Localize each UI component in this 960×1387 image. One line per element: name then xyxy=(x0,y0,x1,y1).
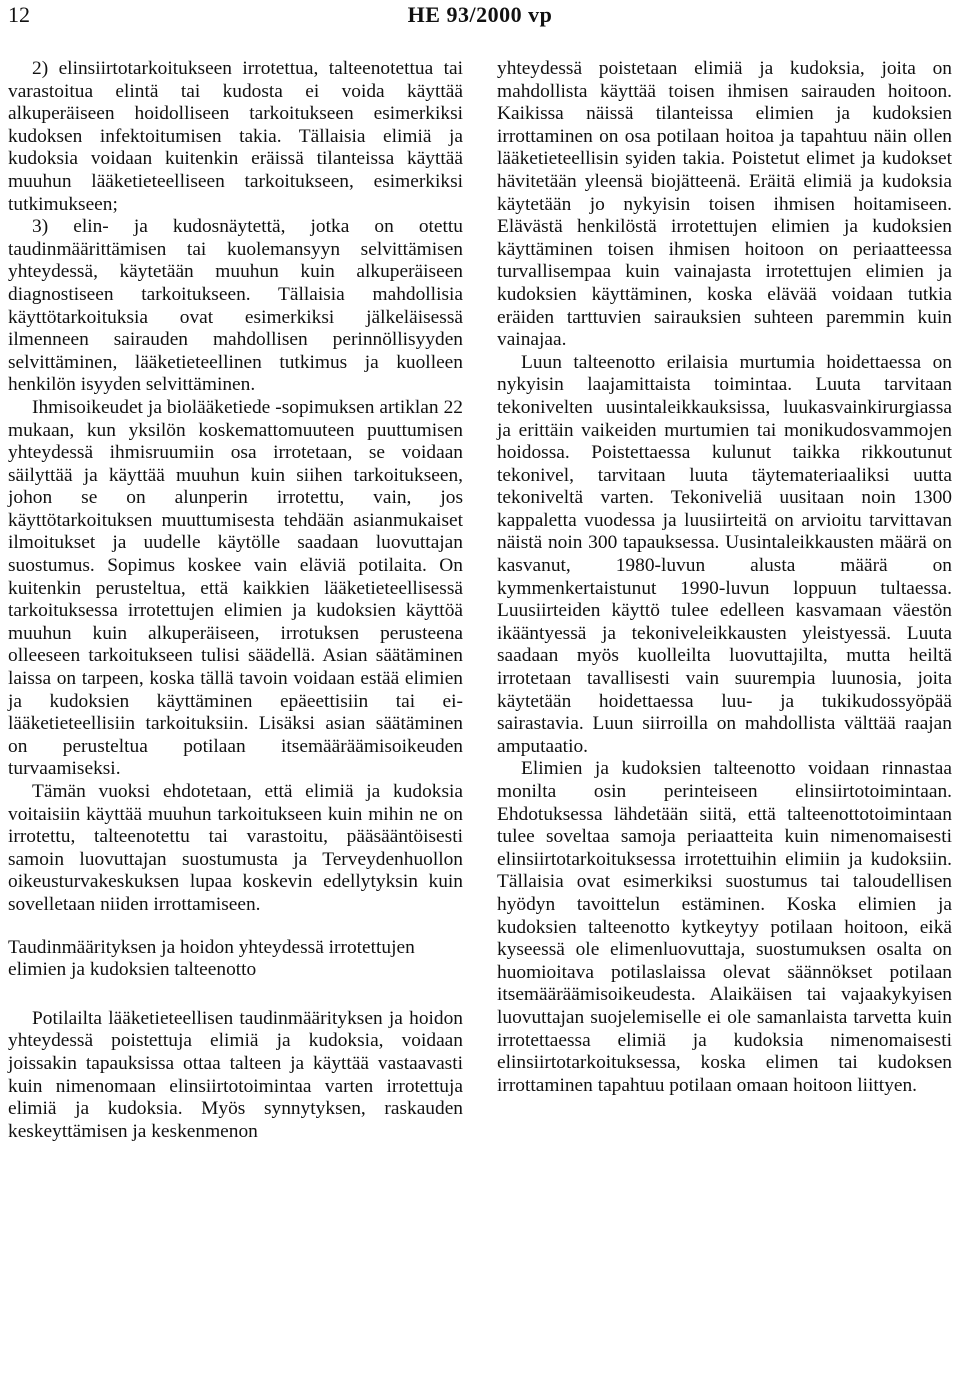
left-column xyxy=(8,58,463,1143)
paragraph-continued: yhteydessä poistetaan elimiä ja kudoksia, joita on mahdollista käyttää toisen ihmisen sairauden hoitoon. Kaikissa näissä tilanteissa elimien ja kudoksien irrottaminen on osa potilaan hoitoa ja tapahtuu näin ollen lääketieteellisin syiden takia. Poistetut elimet ja kudokset hävitetään yleensä biojätteenä. Eräitä elimiä ja kudoksia käytetään jo nykyisin toisen ihmisen hoitamiseen. Elävästä henkilöstä irrotettujen elimien ja kudoksien käyttäminen toisen ihmisen hoitoon on periaatteessa turvallisempaa kuin vainajasta irrotettujen elimien ja kudoksien käyttäminen, koska elävää voidaan tutkia eräiden tarttuvien sairauksien suhteen paremmin kuin vainajaa. xyxy=(497,58,952,351)
paragraph-sopimus: Ihmisoikeudet ja biolääketiede -sopimuksen artiklan 22 mukaan, kun yksilön koskemattomuuteen puuttumisen yhteydessä ihmisruumiin osa irrotetaan, se voidaan säilyttää ja käyttää muuhun kuin siihen tarkoitukseen, johon se on alunperin irrotettu, vain, jos käyttötarkoituksen muuttumisesta tehdään asianmukaiset ilmoitukset ja uudelle käytölle saadaan luovuttajan suostumus. Sopimus koskee vain eläviä potilaita. On kuitenkin perusteltua, että kaikkien lääketieteellisessä tarkoituksessa irrotettujen elimien ja kudoksien käyttöä muuhun kuin alkuperäiseen, irrotuksen perusteena olleeseen tarkoitukseen tulisi säädellä. Asian säätäminen laissa on tarpeen, koska tällä tavoin voidaan estää elimien ja kudoksien käyttäminen epäeettisiin tai ei-lääketieteellisiin tarkoituksiin. Lisäksi asian säätäminen on perusteltua potilaan itsemääräämisoikeuden turvaamiseksi. xyxy=(8,396,463,780)
paragraph-section-intro: Potilailta lääketieteellisen taudinmäärityksen ja hoidon yhteydessä poistettuja elimiä ja kudoksia, voidaan joissakin tapauksissa ottaa talteen ja käyttää vastaavasti kuin nimenomaan elinsiirtotoimintaa varten irrotettuja elimiä ja kudoksia. Myös synnytyksen, raskauden keskeyttämisen ja keskenmenon xyxy=(8,1007,463,1142)
paragraph-talteenotto-rinnastus: Elimien ja kudoksien talteenotto voidaan rinnastaa monilta osin perinteiseen elinsiirtotoimintaan. Ehdotuksessa lähdetään siitä, että talteenottotoimintaan tulee soveltaa samoja periaatteita kuin nimenomaisesti elinsiirtotarkoituksessa irrotettuihin elimiin ja kudoksiin. Tällaisia ovat esimerkiksi suostumus tai taloudellisen hyödyn tavoittelun estäminen. Koska elimien ja kudoksien talteenotto kytkeytyy potilaan hoitoon, eikä kyseessä ole elimenluovuttaja, suostumuksen osalta on huomioitava potilaslaissa olevat säännökset potilaan itsemääräämisoikeudesta. Alaikäisen tai vajaakykyisen luovuttajan suojelemiselle ei ole samanlaista tarvetta kuin irrotettaessa elimiä ja kudoksia nimenomaisesti elinsiirtotarkoituksessa, koska elimen tai kudoksen irrottaminen tapahtuu potilaan omaan hoitoon liittyen. xyxy=(497,758,952,1096)
paragraph-item-3: 3) elin- ja kudosnäytettä, jotka on otettu taudinmäärittämisen tai kuolemansyyn selvittämisen yhteydessä, käytetään muuhun kuin alkuperäiseen diagnostiseen tarkoitukseen. Tällaisia mahdollisia käyttötarkoituksia ovat esimerkiksi jälkeläisessä ilmenneen sairauden mahdollisen perinnöllisyyden selvittäminen, lääketieteellinen tutkimus ja kuolleen henkilön isyyden selvittäminen. xyxy=(8,216,463,396)
page-header xyxy=(8,2,952,32)
paragraph-luun-talteenotto: Luun talteenotto erilaisia murtumia hoidettaessa on nykyisin laajamittaista toimintaa. Luuta tarvitaan tekonivelten uusintaleikkauksissa, luukasvainkirurgiassa ja erittäin vaikeiden murtumien tai monikudosvammojen hoidossa. Poistettaessa kulunut taikka rikkoutunut tekonivel, tarvitaan luuta täytemateriaaliksi uutta tekoniveltä varten. Tekoniveliä uusitaan noin 1300 kappaletta vuodessa ja luusiirteitä on arvioitu tarvittavan näistä noin 300 tapauksessa. Uusintaleikkausten määrä on kasvanut, 1980-luvun alusta määrä on kymmenkertaistunut 1990-luvun loppuun tultaessa. Luusiirteiden käyttö tulee edelleen kasvamaan väestön ikääntyessä ja tekoniveleikkausten yleistyessä. Luuta saadaan myös kuolleilta luovuttajilta, mutta heiltä irrotetaan tavallisesti vain suurempia luunosia, joita käytetään hoidettaessa luu- ja tukikudossyöpää sairastavia. Luun siirroilla on mahdollista välttää raajan amputaatio. xyxy=(497,351,952,757)
document-id: HE 93/2000 vp xyxy=(407,2,553,27)
paragraph-item-2: 2) elinsiirtotarkoitukseen irrotettua, talteenotettua tai varastoitua elintä tai kudosta ei voida käyttää alkuperäiseen hoidolliseen tarkoitukseen esimerkiksi kudoksen infektoitumisen takia. Tällaisia elimiä ja kudoksia voidaan kuitenkin eräissä tilanteissa käyttää muuhun lääketieteelliseen tarkoitukseen, esimerkiksi tutkimukseen; xyxy=(8,58,463,215)
right-column xyxy=(497,58,952,1097)
page-number: 12 xyxy=(8,2,30,27)
section-subheading: Taudinmäärityksen ja hoidon yhteydessä irrotettujen elimien ja kudoksien talteenotto xyxy=(8,936,415,981)
paragraph-proposal: Tämän vuoksi ehdotetaan, että elimiä ja kudoksia voitaisiin käyttää muuhun tarkoitukseen kuin mihin ne on irrotettu, talteenotettu tai varastoitu, pääsääntöisesti samoin luovuttajan suostumusta ja Terveydenhuollon oikeusturvakeskuksen lupaa koskevin edellytyksin kuin sovelletaan niiden irrottamiseen. xyxy=(8,781,463,915)
